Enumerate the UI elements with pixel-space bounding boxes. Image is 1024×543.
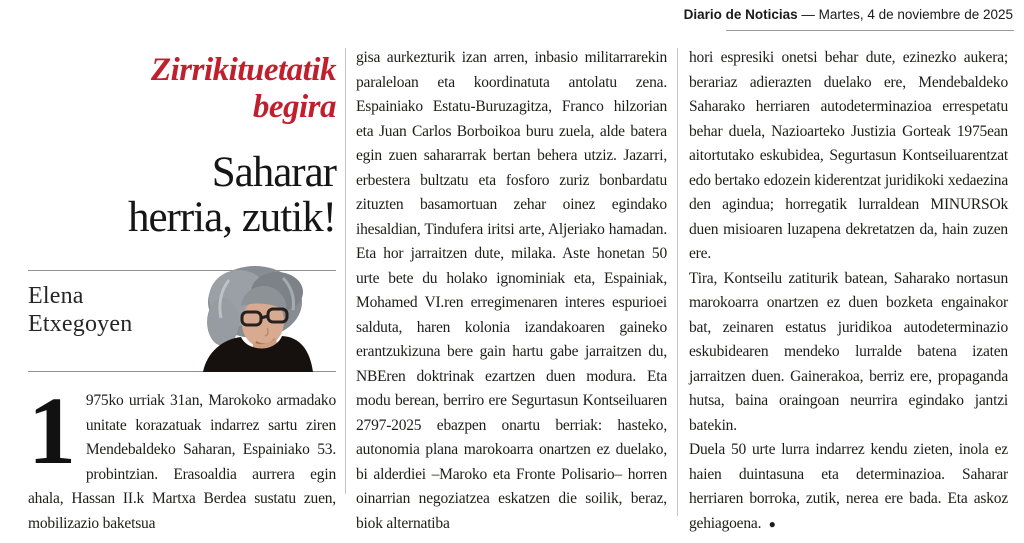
body-text-col3-p3	[689, 438, 1008, 536]
author-name	[28, 282, 132, 338]
body-text-col2: gisa aurkezturik izan arren, inbasio militarrarekin paraleloan eta koordinatuta antolatu zena. Espainiako Estatu-Buruzagitza, Franco hilzorian eta Juan Carlos Borboikoa buru zuela, alde batera egin zuen sahararrak bertan behera utziz. Jazarri, erbestera bultzatu eta fosforo zuriz bonbardatu zituzten basamortuan zehar oinez egindako ihesaldian, Tindufera iritsi arte, Aljeriako hamadan. Eta hor jarraitzen dute, milaka. Aste honetan 50 urte bete du holako ignominiak eta, Espainiak, Mohamed VI.ren erregimenaren interes espurioei salduta, haren kolonia izandakoaren gaineko erantzukizuna bere gain hartu gabe jarraitzen du, NBEren doktrinak ezartzen duen modura. Eta modu berean, berriro ere Segurtasun Kontseiluaren 2797-2025 ebazpen onartu berriak: hasteko, autonomia plana marokoarra onartzen ez duelako, bi alderdiei –Maroko eta Fronte Polisario– horren oinarrian negoziatzea eskatzen die soilik, beraz, biok alternatiba	[356, 49, 667, 532]
dropcap: 1	[28, 377, 76, 484]
article-column-2	[356, 46, 667, 536]
author-first-name: Elena	[28, 283, 84, 309]
kicker-line1: Zirrikituetatik	[150, 52, 336, 88]
body-text-col3-p2: Tira, Kontseilu zatiturik batean, Saharako nortasun marokoarra onartzen ez duen bozketa engainakor bat, zeinaren estatus juridikoa autodeterminazio eskubidearen mendeko lurralde batena izaten jarraitzen duen. Gainerakoa, berriz ere, propaganda hutsa, baina oraingoan neurrira egindako jantzi batekin.	[689, 269, 1008, 434]
body-text-col3-p1: hori espresiki onetsi behar dute, ezinezko aukera; berariaz adierazten duelako ere, Mendebaldeko Saharako herriaren autodeterminazioa errespetatu behar duela, Nazioarteko Justizia Gorteak 1975ean aitortutako eskubidea, Segurtasun Kontseiluarentzat edo bertako edozein kiderentzat juridikoki xedaezina den agindua; horregatik lurraldean MINURSOk duen misioaren luzapena dekretatzen da, hain zuzen ere.	[689, 49, 1008, 262]
kicker-line2: begira	[252, 89, 336, 125]
article-column-3	[689, 46, 1008, 536]
newspaper-name: Diario de Noticias	[683, 7, 798, 22]
end-mark-icon: ●	[768, 516, 776, 531]
column-divider-1	[345, 48, 346, 494]
masthead	[684, 7, 1013, 22]
issue-date: — Martes, 4 de noviembre de 2025	[797, 7, 1013, 22]
article-column-1	[28, 377, 336, 536]
headline-line2: herria, zutik!	[127, 194, 336, 241]
headline-line1: Saharar	[211, 149, 336, 196]
column-kicker	[28, 52, 336, 126]
author-last-name: Etxegoyen	[28, 311, 133, 337]
author-portrait-illustration	[183, 266, 338, 372]
headline	[18, 150, 336, 240]
column-divider-2	[677, 48, 678, 516]
masthead-rule	[726, 30, 1014, 31]
body-text-col3-p3-text: Duela 50 urte lurra indarrez kendu zieten, inola ez haien duintasuna eta determinazioa. Saharar herriaren borroka, zutik, nerea ere bada. Eta askoz gehiagoena.	[689, 441, 1008, 532]
body-text-col1: 975ko urriak 31an, Marokoko armadako unitate korazatuak indarrez sartu ziren Mendebaldeko Saharan, Espainiako 53. probintzian. Erasoaldia aurrera egin ahala, Hassan II.k Martxa Berdea sustatu zuen, mobilizazio baketsua	[28, 392, 336, 532]
author-photo	[183, 266, 338, 372]
